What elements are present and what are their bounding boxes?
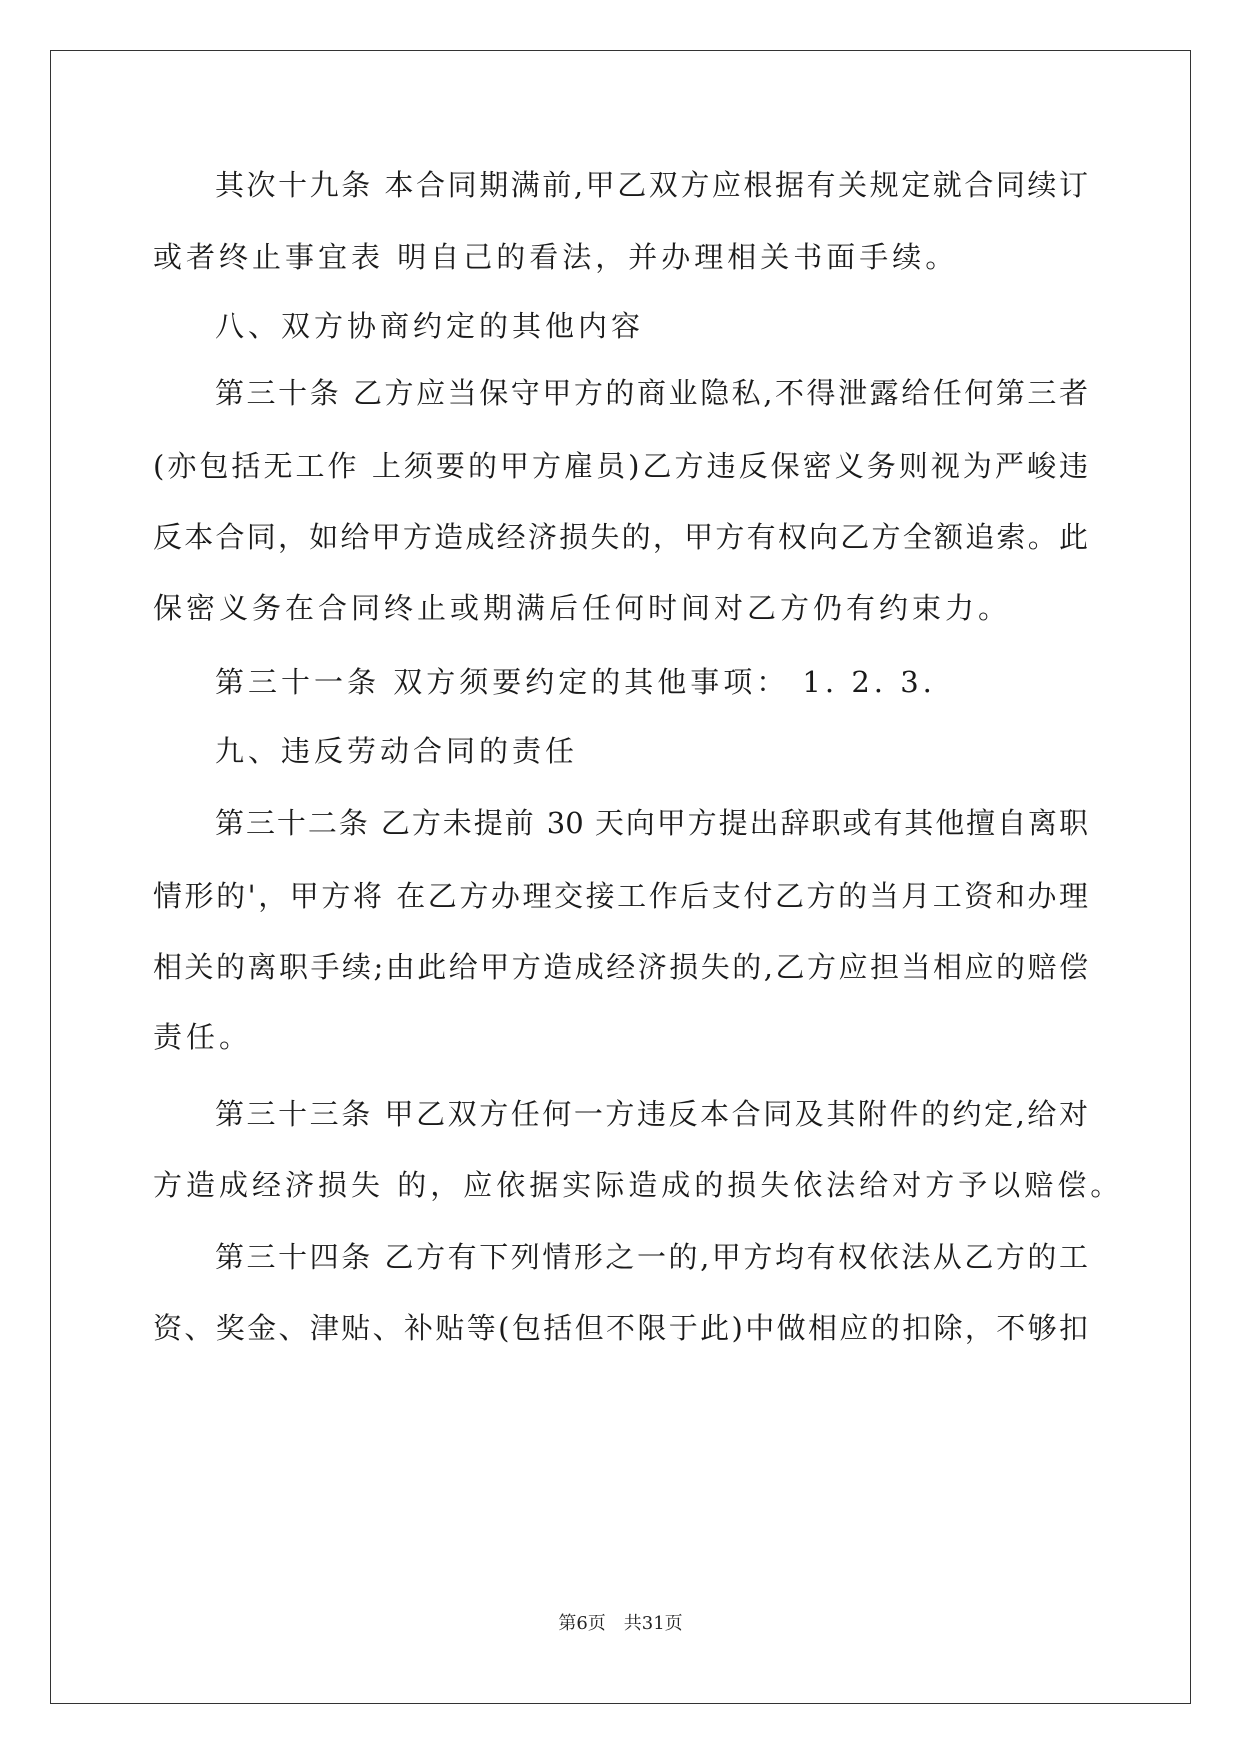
- total-pages: 31: [641, 1613, 665, 1634]
- page-suffix: 页: [587, 1613, 606, 1634]
- paragraph-line: 或者终止事宜表 明自己的看法，并办理相关书面手续。: [153, 240, 959, 274]
- paragraph-line: 资、奖金、津贴、补贴等(包括但不限于此)中做相应的扣除，不够扣: [153, 1311, 1088, 1345]
- paragraph-line: 第三十一条 双方须要约定的其他事项： 1. 2. 3.: [215, 665, 936, 699]
- paragraph-line: 第三十条 乙方应当保守甲方的商业隐私,不得泄露给任何第三者: [215, 376, 1088, 410]
- paragraph-line: 责任。: [153, 1020, 253, 1054]
- paragraph-line: 其次十九条 本合同期满前,甲乙双方应根据有关规定就合同续订: [215, 168, 1088, 202]
- total-label: 共: [623, 1613, 642, 1634]
- paragraph-line: 第三十三条 甲乙双方任何一方违反本合同及其附件的约定,给对: [215, 1097, 1088, 1131]
- paragraph-line: 保密义务在合同终止或期满后任何时间对乙方仍有约束力。: [153, 591, 1012, 625]
- page-number: 6: [576, 1613, 588, 1634]
- paragraph-line: 反本合同，如给甲方造成经济损失的，甲方有权向乙方全额追索。此: [153, 520, 1088, 554]
- section-heading: 八、双方协商约定的其他内容: [215, 309, 645, 343]
- paragraph-line: 第三十二条 乙方未提前 30 天向甲方提出辞职或有其他擅自离职: [215, 806, 1088, 840]
- total-suffix: 页: [664, 1613, 683, 1634]
- page-footer: [0, 1612, 1241, 1636]
- paragraph-line: 方造成经济损失 的，应依据实际造成的损失依法给对方予以赔偿。: [153, 1168, 1124, 1202]
- paragraph-line: 相关的离职手续;由此给甲方造成经济损失的,乙方应担当相应的赔偿: [153, 950, 1088, 984]
- section-heading: 九、违反劳动合同的责任: [215, 734, 579, 768]
- paragraph-line: 第三十四条 乙方有下列情形之一的,甲方均有权依法从乙方的工: [215, 1240, 1088, 1274]
- paragraph-line: 情形的'，甲方将 在乙方办理交接工作后支付乙方的当月工资和办理: [153, 879, 1088, 913]
- paragraph-line: (亦包括无工作 上须要的甲方雇员)乙方违反保密义务则视为严峻违: [153, 449, 1088, 483]
- page-label: 第: [558, 1613, 577, 1634]
